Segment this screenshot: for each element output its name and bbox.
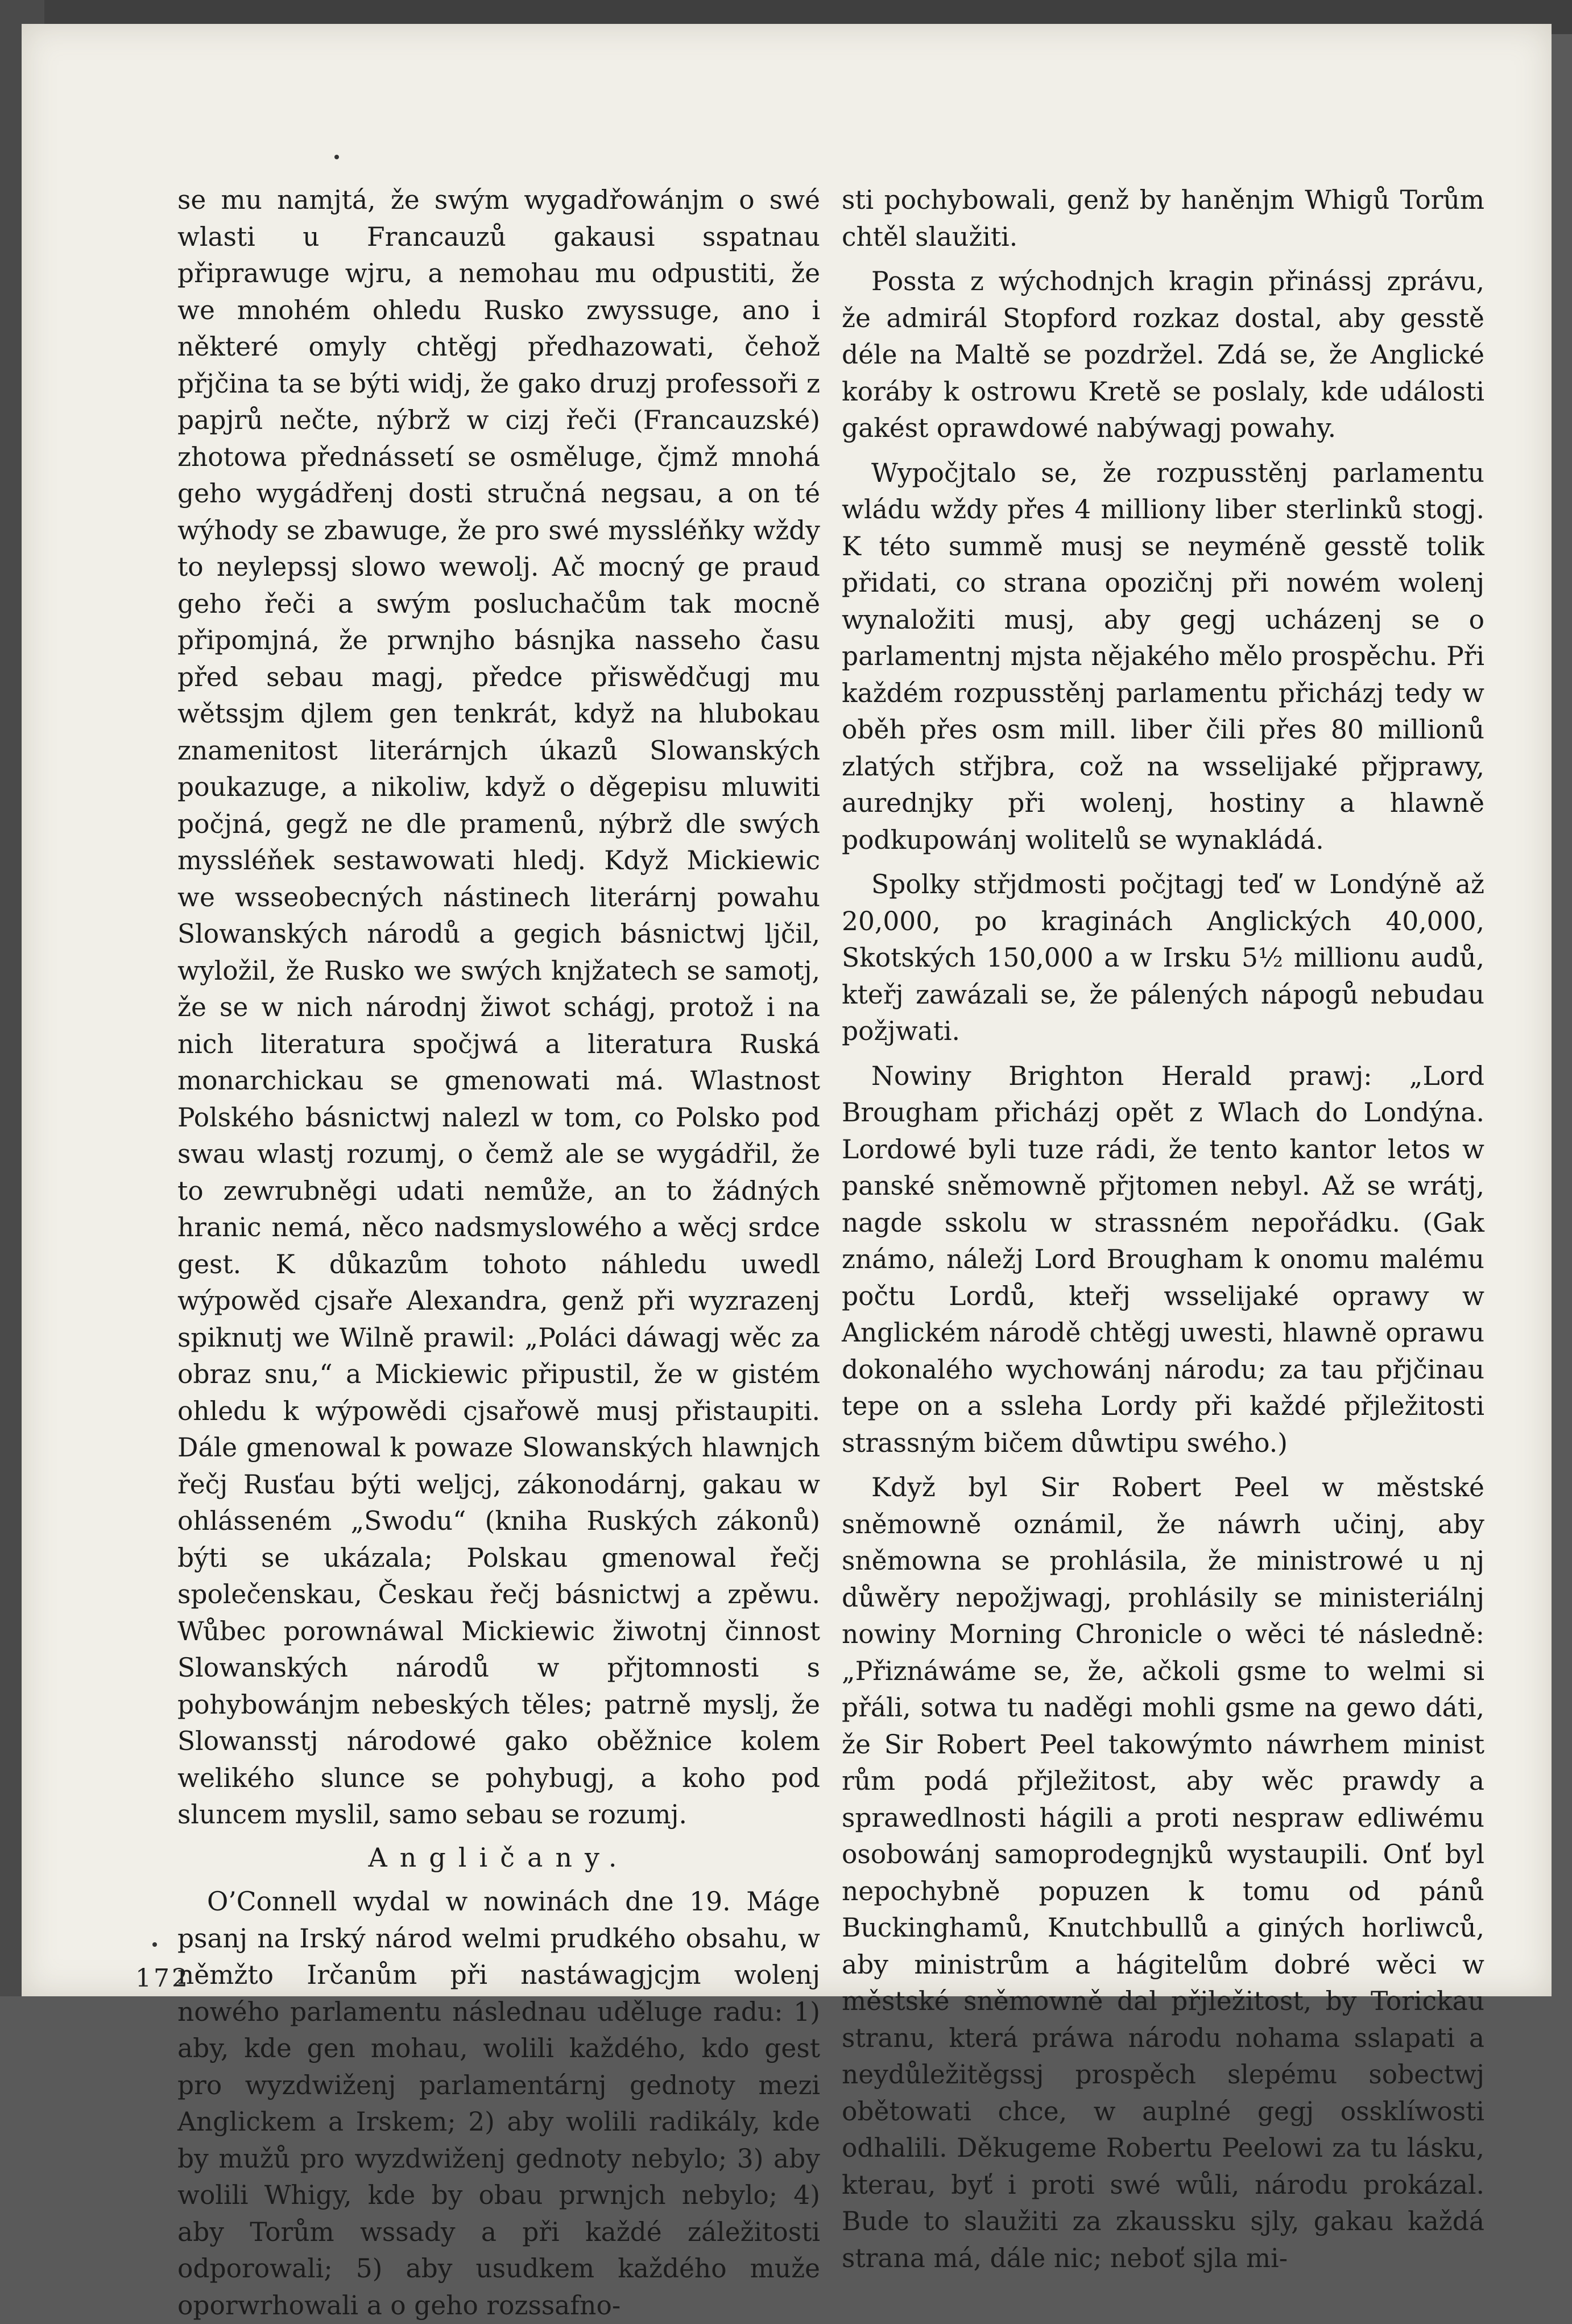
right-paragraph-2: Wypočjtalo se, že rozpusstěnj parlamentu wládu wždy přes 4 milliony liber sterlinků stogj. K této summě musj se neyméně gesstě tolik přidati, co strana opozičnj při nowém wolenj wynaložiti musj, aby gegj ucházenj se o parlamentnj mjsta nějakého mělo prospěchu. Při každém rozpusstěnj parlamentu přicházj tedy w oběh přes osm mill. liber čili přes 80 millionů zlatých střjbra, což na wsselijaké přjprawy, aurednjky při wolenj, hostiny a hlawně podkupowánj wolitelů se wynakládá. xyxy=(842,457,1484,855)
right-paragraph-0: sti pochybowali, genž by haněnjm Whigů Torům chtěl slaužiti. xyxy=(842,185,1484,252)
left-paragraph-1: se mu namjtá, že swým wygadřowánjm o swé wlasti u Francauzů gakausi sspatnau připrawuge wjru, a nemohau mu odpustiti, že we mnohém ohledu Rusko zwyssuge, ano i některé omyly chtěgj předhazowati, čehož přjčina ta se býti widj, že gako druzj professoři z papjrů nečte, nýbrž w cizj řeči (Francauzské) zhotowa přednássetí se osměluge, čjmž mnohá geho wygádřenj dosti stručná negsau, a on té wýhody se zbawuge, že pro swé myssléňky wždy to neylepssj slowo wewolj. Ač mocný ge praud geho řeči a swým posluchačům tak mocně připomjná, že prwnjho básnjka nasseho času před sebau magj, předce přiswědčugj mu wětssjm djlem gen tenkrát, když na hlubokau znamenitost literárnjch úkazů Slowanských poukazuge, a nikoliw, když o děgepisu mluwiti počjná, gegž ne dle pramenů, nýbrž dle swých myssléňek sestawowati hledj. Když Mickiewic we wsseobecných nástinech literárnj powahu Slowanských národů a gegich básnictwj ljčil, wyložil, že Rusko we swých knjžatech se samotj, že se w nich národnj žiwot schágj, protož i na nich literatura spočjwá a literatura Ruská monarchickau se gmenowati má. Wlastnost Polského básnictwj nalezl w tom, co Polsko pod swau wlastj rozumj, o čemž ale se wygádřil, že to zewrubněgi udati nemůže, an to žádných hranic nemá, něco nadsmyslowého a wěcj srdce gest. K důkazům tohoto náhledu uwedl wýpowěd cjsaře Alexandra, genž při wyzrazenj spiknutj we Wilně prawil: „Poláci dáwagj wěc za obraz snu,“ a Mickiewic připustil, že w gistém ohledu k wýpowědi cjsařowě musj přistaupiti. Dále gmenowal k powaze Slowanských hlawnjch řečj Rusťau býti weljcj, zákonodárnj, gakau w ohlásseném „Swodu“ (kniha Ruských zákonů) býti se ukázala; Polskau gmenowal řečj společenskau, Českau řečj básnictwj a zpěwu. Wůbec porownáwal Mickiewic žiwotnj činnost Slowanských národů w přjtomnosti s pohybowánjm nebeských těles; patrně myslj, že Slowansstj národowé gako oběžnice kolem welikého slunce se pohybugj, a koho pod sluncem myslil, samo sebau se rozumj. xyxy=(177,185,820,1830)
right-column xyxy=(842,182,1484,2277)
left-column xyxy=(177,182,820,2324)
right-paragraph-3: Spolky střjdmosti počjtagj teď w Londýně až 20,000, po kraginách Anglických 40,000, Skotských 150,000 a w Irsku 5½ millionu audů, kteřj zawázali se, že pálených nápogů nebudau požjwati. xyxy=(842,869,1484,1046)
left-paragraph-2: O’Connell wydal w nowinách dne 19. Máge psanj na Irský národ welmi prudkého obsahu, w němžto Irčanům při nastáwagjcjm wolenj nowého parlamentu následnau uděluge radu: 1) aby, kde gen mohau, wolili každého, kdo gest pro wyzdwiženj parlamentárnj gednoty mezi Anglickem a Irskem; 2) aby wolili radikály, kde by mužů pro wyzdwiženj gednoty nebylo; 3) aby wolili Whigy, kde by obau prwnjch nebylo; 4) aby Torům wssady a při každé záležitosti odporowali; 5) aby usudkem každého muže oporwrhowali a o geho rozssafno- xyxy=(177,1887,820,2321)
right-paragraph-1: Possta z wýchodnjch kragin přinássj zprávu, že admirál Stopford rozkaz dostal, aby gesstě déle na Maltě se pozdržel. Zdá se, že Anglické koráby k ostrowu Kretě se poslaly, kde události gakést oprawdowé nabýwagj powahy. xyxy=(842,266,1484,443)
section-heading-anglicany: Angličany. xyxy=(368,1842,630,1873)
page-folio: 172 xyxy=(135,1964,190,1993)
ink-speck xyxy=(334,155,339,159)
ink-speck xyxy=(152,1942,157,1947)
right-paragraph-4: Nowiny Brighton Herald prawj: „Lord Brougham přicházj opět z Wlach do Londýna. Lordowé byli tuze rádi, že tento kantor letos w panské sněmowně přjtomen nebyl. Až se wrátj, nagde sskolu w strassném nepořádku. (Gak známo, náležj Lord Brougham k onomu malému počtu Lordů, kteřj wsselijaké oprawy w Anglickém národě chtěgj uwesti, hlawně oprawu dokonalého wychowánj národu; za tau přjčinau tepe on a ssleha Lordy při každé přjležitosti strassným bičem důwtipu swého.) xyxy=(842,1060,1484,1458)
right-paragraph-5: Když byl Sir Robert Peel w městské sněmowně oznámil, že náwrh učinj, aby sněmowna se prohlásila, že ministrowé u nj důwěry nepožjwagj, prohlásily se ministeriálnj nowiny Morning Chronicle o wěci té následně: „Přiznáwáme se, že, ačkoli gsme to welmi si přáli, sotwa tu naděgi mohli gsme na gewo dáti, že Sir Robert Peel takowýmto náwrhem minist rům podá přjležitost, aby wěc prawdy a sprawedlnosti hágili a proti nespraw edliwému osobowánj samoprodegnjků wystaupili. Onť byl nepochybně popuzen k tomu od pánů Buckinghamů, Knutchbullů a giných horliwců, aby ministrům a hágitelům dobré wěci w městské sněmowně dal přjležitost, by Torickau stranu, která práwa národu nohama sslapati a neydůležitěgssj prospěch slepému sobectwj obětowati chce, w auplné gegj ossklíwosti odhalili. Děkugeme Robertu Peelowi za tu lásku, kterau, byť i proti swé wůli, národu prokázal. Bude to slaužiti za zkaussku sjly, gakau každá strana má, dále nic; neboť sjla mi- xyxy=(842,1472,1484,2273)
